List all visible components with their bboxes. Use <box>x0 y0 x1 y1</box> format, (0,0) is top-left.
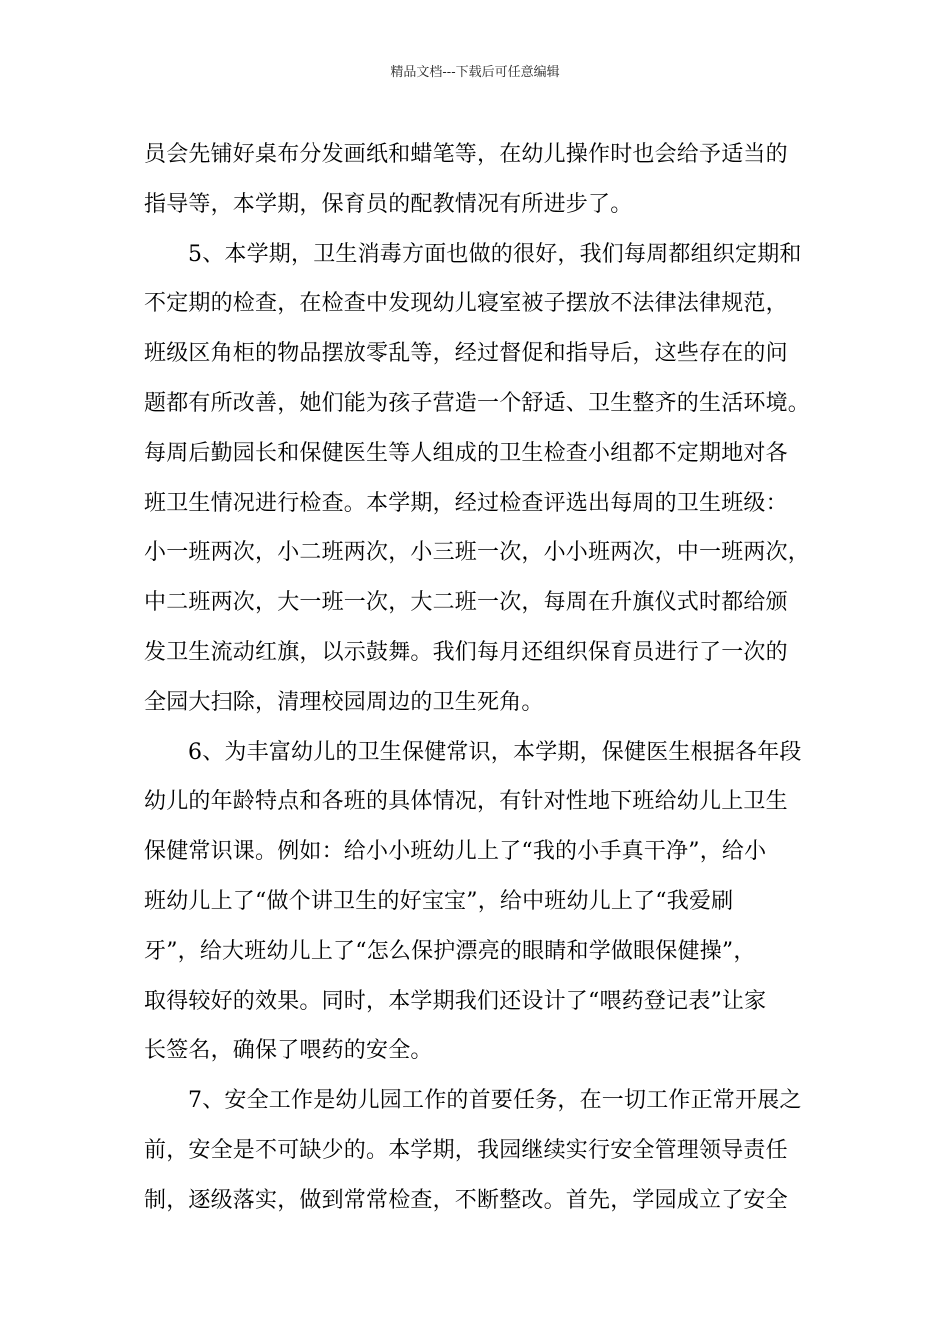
text-line: 幼儿的年龄特点和各班的具体情况，有针对性地下班给幼儿上卫生 <box>144 789 788 815</box>
text-line: 发卫生流动红旗，以示鼓舞。我们每月还组织保育员进行了一次的 <box>144 639 788 665</box>
text-line: 每周后勤园长和保健医生等人组成的卫生检查小组都不定期地对各 <box>144 440 788 466</box>
text-line: 指导等，本学期，保育员的配教情况有所进步了。 <box>144 191 633 217</box>
text-line: 题都有所改善，她们能为孩子营造一个舒适、卫生整齐的生活环境。 <box>144 390 811 416</box>
page-header: 精品文档---下载后可任意编辑 <box>390 65 560 80</box>
text-line: 班卫生情况进行检查。本学期，经过检查评选出每周的卫生班级： <box>144 490 788 516</box>
text-line: 班级区角柜的物品摆放零乱等，经过督促和指导后，这些存在的问 <box>144 341 788 367</box>
text-line: 牙”，给大班幼儿上了“怎么保护漂亮的眼睛和学做眼保健操”， <box>144 938 756 964</box>
text-line: 小一班两次，小二班两次，小三班一次，小小班两次，中一班两次， <box>144 540 811 566</box>
body-text <box>144 130 811 1226</box>
text-line: 员会先铺好桌布分发画纸和蜡笔等，在幼儿操作时也会给予适当的 <box>144 142 788 167</box>
text-line: 取得较好的效果。同时，本学期我们还设计了“喂药登记表”让家 <box>144 988 767 1014</box>
text-line: 5、本学期，卫生消毒方面也做的很好，我们每周都组织定期和 <box>188 241 802 267</box>
text-line: 前，安全是不可缺少的。本学期，我园继续实行安全管理领导责任 <box>144 1137 788 1163</box>
text-line: 长签名，确保了喂药的安全。 <box>144 1038 433 1064</box>
text-line: 不定期的检查，在检查中发现幼儿寝室被子摆放不法律法律规范， <box>144 291 788 317</box>
text-line: 制，逐级落实，做到常常检查，不断整改。首先，学园成立了安全 <box>144 1187 788 1213</box>
text-line: 全园大扫除，清理校园周边的卫生死角。 <box>144 689 544 715</box>
text-line: 7、安全工作是幼儿园工作的首要任务，在一切工作正常开展之 <box>188 1088 802 1114</box>
text-line: 保健常识课。例如：给小小班幼儿上了“我的小手真干净”，给小 <box>144 839 767 865</box>
text-line: 班幼儿上了“做个讲卫生的好宝宝”，给中班幼儿上了“我爱刷 <box>144 888 734 914</box>
text-line: 6、为丰富幼儿的卫生保健常识，本学期，保健医生根据各年段 <box>188 739 802 765</box>
text-line: 中二班两次，大一班一次，大二班一次，每周在升旗仪式时都给颁 <box>144 590 788 616</box>
